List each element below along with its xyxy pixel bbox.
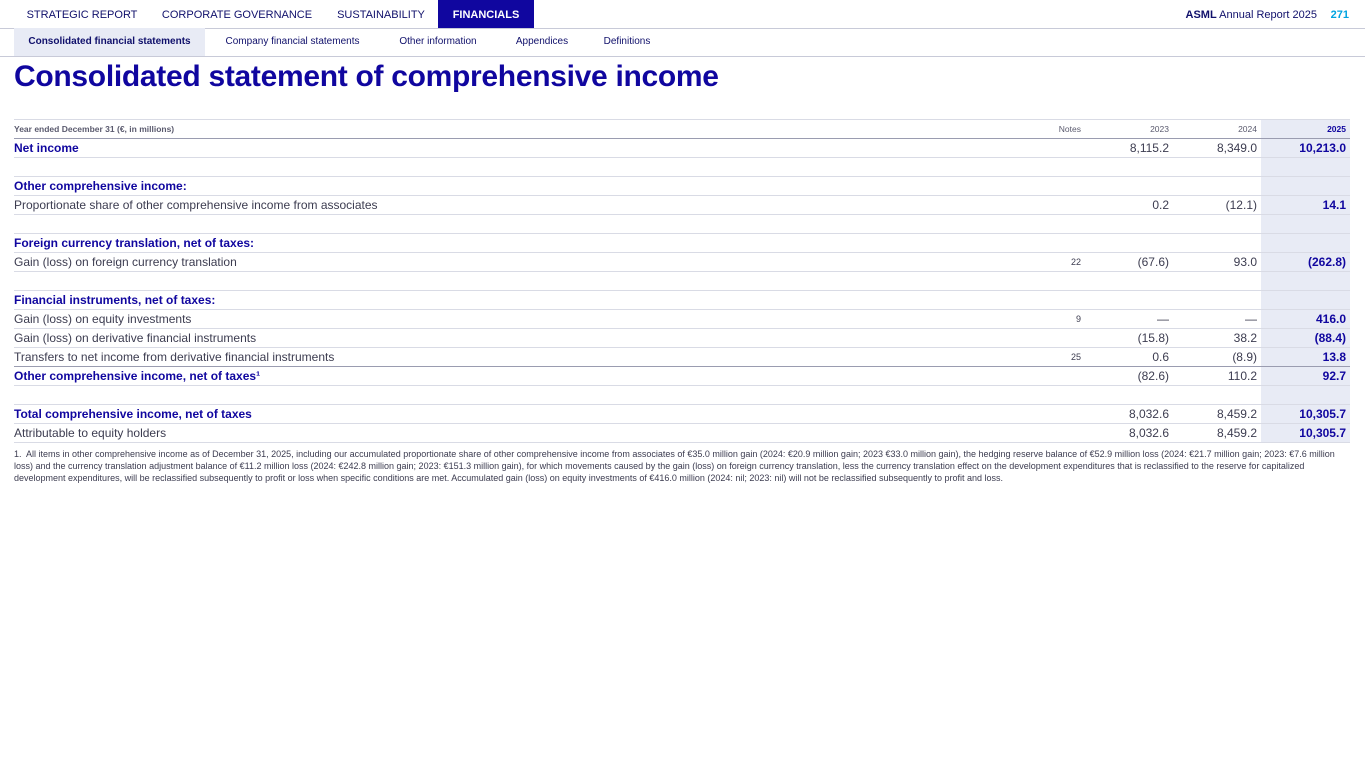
- header-period-label: Year ended December 31 (€, in millions): [14, 120, 1044, 139]
- row-value-2023: 0.6: [1085, 348, 1173, 367]
- row-label: [14, 215, 1044, 234]
- tab-corporate-governance[interactable]: CORPORATE GOVERNANCE: [161, 9, 313, 21]
- table-row: [14, 253, 1350, 272]
- row-label: Net income: [14, 139, 1044, 158]
- row-value-2024: [1173, 234, 1261, 253]
- table-row: [14, 329, 1350, 348]
- row-value-2023: 8,115.2: [1085, 139, 1173, 158]
- row-value-2023: [1085, 386, 1173, 405]
- row-value-2025: [1261, 158, 1350, 177]
- header-2025: 2025: [1261, 120, 1350, 139]
- table-total-row: [14, 405, 1350, 424]
- subtab-other-information[interactable]: Other information: [399, 36, 477, 47]
- row-notes: [1044, 158, 1085, 177]
- row-notes: [1044, 177, 1085, 196]
- row-notes: [1044, 386, 1085, 405]
- row-notes: 22: [1044, 253, 1085, 272]
- row-value-2025: [1261, 215, 1350, 234]
- row-value-2025: (262.8): [1261, 253, 1350, 272]
- row-value-2025: 416.0: [1261, 310, 1350, 329]
- tab-financials[interactable]: FINANCIALS: [438, 0, 534, 28]
- table-row-spacer: [14, 272, 1350, 291]
- row-value-2024: 110.2: [1173, 367, 1261, 386]
- page-number: 271: [1330, 9, 1349, 21]
- row-value-2025: [1261, 177, 1350, 196]
- row-notes: [1044, 424, 1085, 443]
- row-value-2023: (15.8): [1085, 329, 1173, 348]
- row-label: Financial instruments, net of taxes:: [14, 291, 1044, 310]
- row-value-2025: 14.1: [1261, 196, 1350, 215]
- row-label: Proportionate share of other comprehensive income from associates: [14, 196, 1044, 215]
- row-value-2023: [1085, 291, 1173, 310]
- table-section-heading: [14, 234, 1350, 253]
- row-label: Attributable to equity holders: [14, 424, 1044, 443]
- table-row-spacer: [14, 386, 1350, 405]
- comprehensive-income-table: [14, 119, 1350, 443]
- row-label: Other comprehensive income, net of taxes¹: [14, 367, 1044, 386]
- row-value-2023: [1085, 272, 1173, 291]
- table-row-spacer: [14, 158, 1350, 177]
- row-label: Total comprehensive income, net of taxes: [14, 405, 1044, 424]
- table-row-spacer: [14, 215, 1350, 234]
- row-value-2024: [1173, 386, 1261, 405]
- row-value-2025: 10,305.7: [1261, 405, 1350, 424]
- row-notes: 25: [1044, 348, 1085, 367]
- row-value-2025: [1261, 234, 1350, 253]
- row-value-2023: [1085, 177, 1173, 196]
- footnote-number: 1.: [14, 449, 22, 459]
- row-notes: [1044, 139, 1085, 158]
- row-value-2024: 8,349.0: [1173, 139, 1261, 158]
- row-value-2023: (82.6): [1085, 367, 1173, 386]
- subtab-consolidated-financial-statements[interactable]: Consolidated financial statements: [14, 28, 205, 56]
- report-brand: [1186, 0, 1317, 30]
- sub-navigation: [0, 28, 1365, 57]
- row-value-2024: (12.1): [1173, 196, 1261, 215]
- row-value-2023: (67.6): [1085, 253, 1173, 272]
- row-notes: [1044, 329, 1085, 348]
- row-label: Gain (loss) on derivative financial instruments: [14, 329, 1044, 348]
- row-value-2023: 8,032.6: [1085, 424, 1173, 443]
- row-value-2025: [1261, 272, 1350, 291]
- subtab-appendices[interactable]: Appendices: [515, 36, 569, 47]
- row-value-2025: 10,305.7: [1261, 424, 1350, 443]
- row-value-2024: 93.0: [1173, 253, 1261, 272]
- row-value-2025: [1261, 386, 1350, 405]
- row-value-2024: [1173, 291, 1261, 310]
- row-value-2023: [1085, 158, 1173, 177]
- row-value-2024: [1173, 272, 1261, 291]
- row-value-2024: [1173, 177, 1261, 196]
- table-subtotal-row: [14, 367, 1350, 386]
- row-notes: [1044, 272, 1085, 291]
- table-header-row: [14, 120, 1350, 139]
- row-label: Other comprehensive income:: [14, 177, 1044, 196]
- footnote: [14, 448, 1350, 484]
- row-value-2023: [1085, 234, 1173, 253]
- row-notes: 9: [1044, 310, 1085, 329]
- row-value-2023: 0.2: [1085, 196, 1173, 215]
- footnote-text: All items in other comprehensive income as of December 31, 2025, including our accumulated proportionate share of other comprehensive income from associates of €35.0 million gain (2024: €20.9 million gain; 2023 €33.0 million gain), the hedging reserve balance of €52.9 million loss (2024: €21.7 million gain; 2023: €7.6 million loss) and the currency translation adjustment balance of €11.2 million loss (2024: €242.8 million gain; 2023: €151.3 million gain), for which movements caused by the gain (loss) on foreign currency translation, less the currency translation effect on the development expenditures that is reclassified to the reserve for capitalized development expenditures, will be reclassified subsequently to profit or loss when specific conditions are met. Accumulated gain (loss) on equity investments of €416.0 million (2024: nil; 2023: nil) will not be reclassified subsequently to profit and loss.: [14, 449, 1335, 483]
- top-navigation: [0, 0, 1365, 29]
- header-2023: 2023: [1085, 120, 1173, 139]
- row-value-2024: [1173, 215, 1261, 234]
- row-notes: [1044, 196, 1085, 215]
- row-label: Transfers to net income from derivative financial instruments: [14, 348, 1044, 367]
- row-value-2025: 10,213.0: [1261, 139, 1350, 158]
- row-label: Gain (loss) on foreign currency translation: [14, 253, 1044, 272]
- row-value-2025: 13.8: [1261, 348, 1350, 367]
- table-section-heading: [14, 177, 1350, 196]
- row-value-2023: 8,032.6: [1085, 405, 1173, 424]
- brand-name: ASML: [1185, 9, 1217, 21]
- subtab-company-financial-statements[interactable]: Company financial statements: [225, 36, 360, 47]
- row-notes: [1044, 215, 1085, 234]
- page-title: Consolidated statement of comprehensive income: [14, 60, 719, 93]
- row-notes: [1044, 234, 1085, 253]
- row-value-2025: [1261, 291, 1350, 310]
- tab-strategic-report[interactable]: STRATEGIC REPORT: [26, 9, 138, 21]
- row-label: [14, 158, 1044, 177]
- table-row: [14, 424, 1350, 443]
- row-value-2024: (8.9): [1173, 348, 1261, 367]
- table-row: [14, 196, 1350, 215]
- row-label: [14, 272, 1044, 291]
- brand-report-title: Annual Report 2025: [1219, 9, 1317, 21]
- row-value-2024: [1173, 158, 1261, 177]
- row-notes: [1044, 405, 1085, 424]
- table-row: [14, 348, 1350, 367]
- tab-sustainability[interactable]: SUSTAINABILITY: [337, 9, 425, 21]
- table-section-heading: [14, 291, 1350, 310]
- row-value-2025: 92.7: [1261, 367, 1350, 386]
- header-2024: 2024: [1173, 120, 1261, 139]
- row-label: Foreign currency translation, net of taxes:: [14, 234, 1044, 253]
- table-row: [14, 310, 1350, 329]
- row-value-2024: 8,459.2: [1173, 405, 1261, 424]
- row-notes: [1044, 291, 1085, 310]
- header-notes: Notes: [1044, 120, 1085, 139]
- row-value-2025: (88.4): [1261, 329, 1350, 348]
- row-value-2024: —: [1173, 310, 1261, 329]
- table-row: [14, 139, 1350, 158]
- subtab-definitions[interactable]: Definitions: [603, 36, 651, 47]
- row-value-2023: —: [1085, 310, 1173, 329]
- row-value-2023: [1085, 215, 1173, 234]
- row-value-2024: 8,459.2: [1173, 424, 1261, 443]
- row-notes: [1044, 367, 1085, 386]
- row-label: [14, 386, 1044, 405]
- row-value-2024: 38.2: [1173, 329, 1261, 348]
- row-label: Gain (loss) on equity investments: [14, 310, 1044, 329]
